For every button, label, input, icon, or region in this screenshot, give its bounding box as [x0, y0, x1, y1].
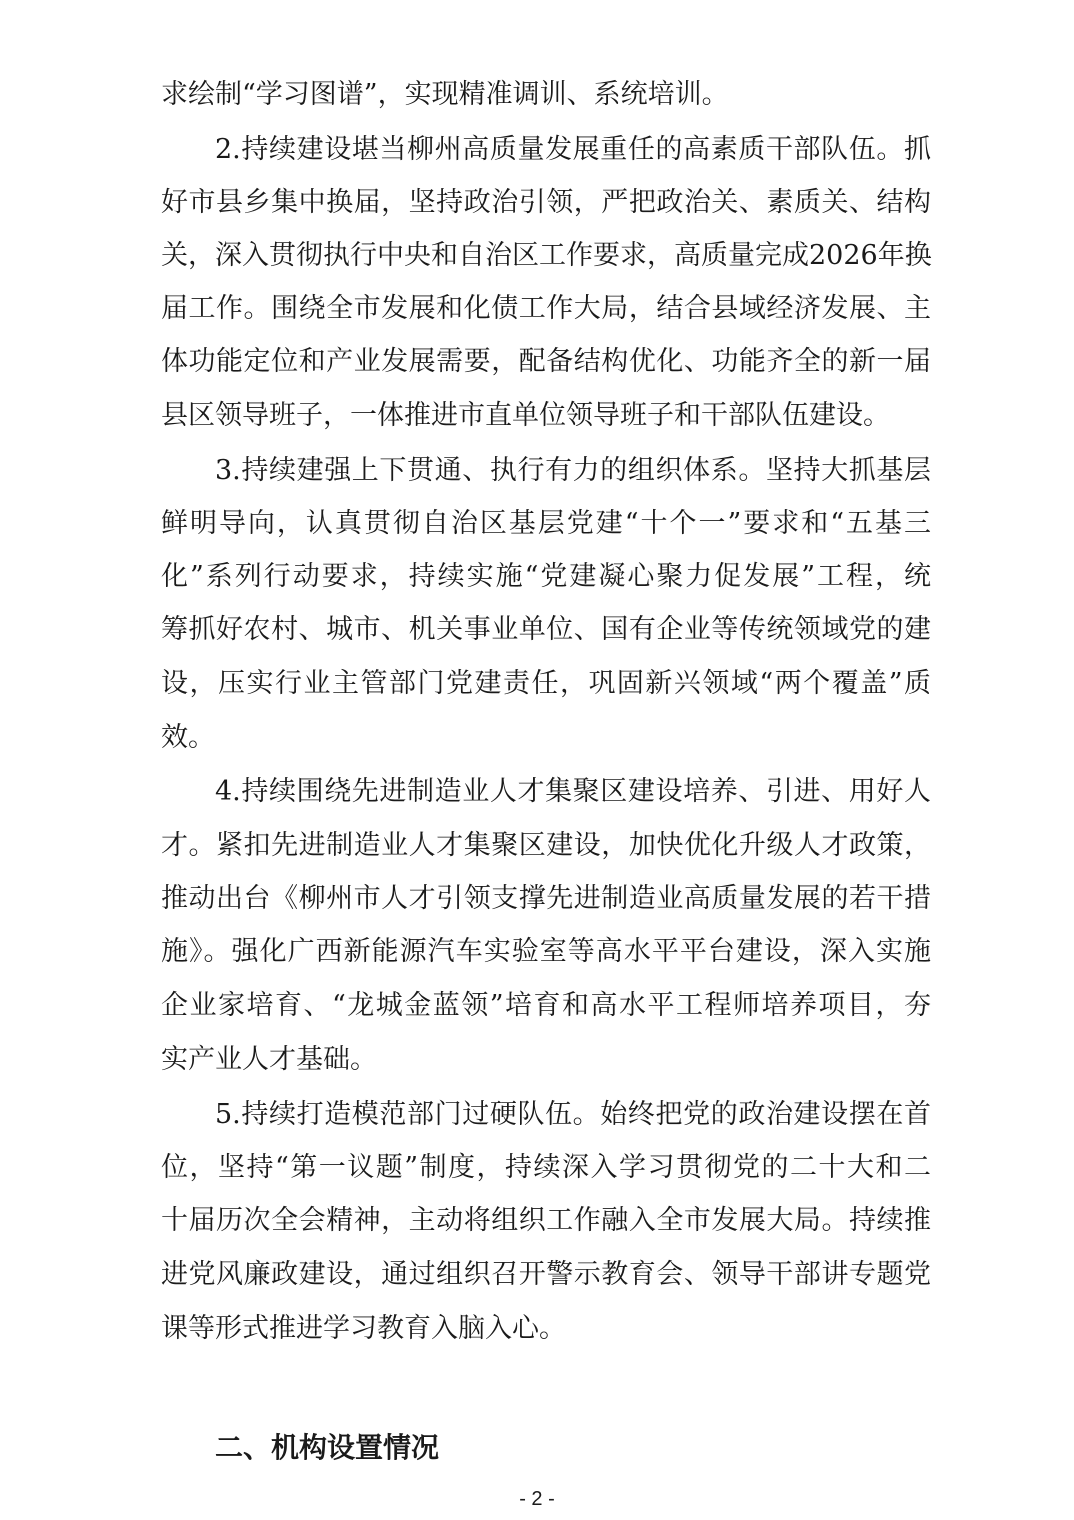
- paragraph-2-first-line: 2.持续建设堪当柳州高质量发展重任的高素质干部队伍。抓: [215, 134, 931, 165]
- page-number: - 2 -: [519, 1488, 555, 1510]
- text-line: 鲜明导向，认真贯彻自治区基层党建“十个一”要求和“五基三: [161, 508, 931, 539]
- text-line: 进党风廉政建设，通过组织召开警示教育会、领导干部讲专题党: [161, 1259, 931, 1290]
- paragraph-4-first-line: 4.持续围绕先进制造业人才集聚区建设培养、引进、用好人: [215, 776, 931, 807]
- section-heading: 二、机构设置情况: [215, 1431, 440, 1464]
- text-line: 化”系列行动要求，持续实施“党建凝心聚力促发展”工程，统: [161, 561, 931, 592]
- text-line: 效。: [161, 722, 215, 753]
- text-line: 才。紧扣先进制造业人才集聚区建设，加快优化升级人才政策，: [161, 830, 931, 861]
- text-line: 企业家培育、“龙城金蓝领”培育和高水平工程师培养项目，夯: [161, 990, 931, 1021]
- text-line: 关，深入贯彻执行中央和自治区工作要求，高质量完成2026年换: [161, 240, 932, 271]
- text-line: 课等形式推进学习教育入脑入心。: [161, 1313, 566, 1344]
- text-line: 体功能定位和产业发展需要，配备结构优化、功能齐全的新一届: [161, 346, 931, 377]
- text-line: 十届历次全会精神，主动将组织工作融入全市发展大局。持续推: [161, 1205, 931, 1236]
- text-line: 县区领导班子，一体推进市直单位领导班子和干部队伍建设。: [161, 400, 890, 431]
- paragraph-5-first-line: 5.持续打造模范部门过硬队伍。始终把党的政治建设摆在首: [215, 1099, 931, 1130]
- text-line: 实产业人才基础。: [161, 1044, 377, 1075]
- text-line: 届工作。围绕全市发展和化债工作大局，结合县域经济发展、主: [161, 293, 931, 324]
- text-line: 施》。强化广西新能源汽车实验室等高水平平台建设，深入实施: [161, 936, 931, 967]
- text-line: 好市县乡集中换届，坚持政治引领，严把政治关、素质关、结构: [161, 187, 931, 218]
- text-line: 设，压实行业主管部门党建责任，巩固新兴领域“两个覆盖”质: [161, 668, 931, 699]
- paragraph-3-first-line: 3.持续建强上下贯通、执行有力的组织体系。坚持大抓基层: [215, 455, 931, 486]
- text-line: 求绘制“学习图谱”，实现精准调训、系统培训。: [161, 79, 729, 110]
- text-line: 筹抓好农村、城市、机关事业单位、国有企业等传统领域党的建: [161, 614, 931, 645]
- text-line: 推动出台《柳州市人才引领支撑先进制造业高质量发展的若干措: [161, 883, 931, 914]
- text-line: 位，坚持“第一议题”制度，持续深入学习贯彻党的二十大和二: [161, 1152, 931, 1183]
